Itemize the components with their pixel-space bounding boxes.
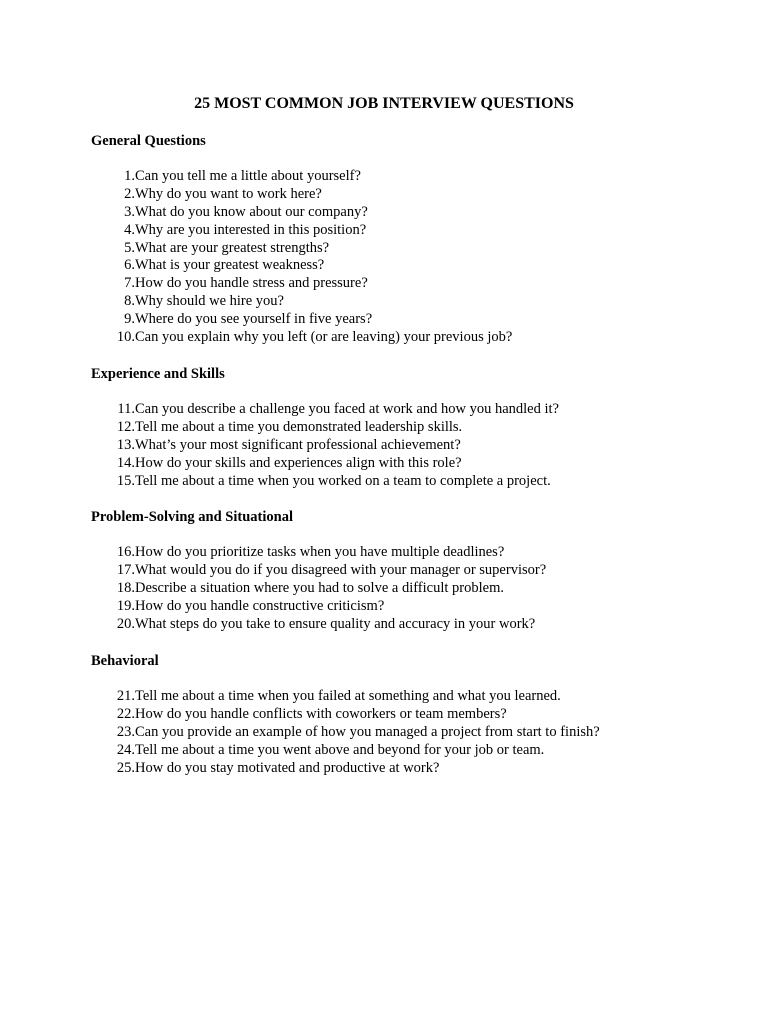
question-item (91, 418, 463, 437)
question-item (91, 723, 600, 742)
question-number: 17. (116, 561, 135, 578)
question-text: What would you do if you disagreed with your manager or supervisor? (135, 561, 547, 578)
question-text: What is your greatest weakness? (135, 257, 325, 274)
question-number: 1. (124, 168, 135, 184)
question-item (91, 221, 367, 240)
question-item (91, 257, 325, 275)
question-list-general (91, 168, 513, 347)
document-title: 25 MOST COMMON JOB INTERVIEW QUESTIONS (194, 95, 574, 112)
question-text: Where do you see yourself in five years? (135, 311, 373, 328)
question-number: 2. (124, 185, 135, 202)
question-item (91, 741, 545, 760)
question-text: How do you handle conflicts with coworkers or team members? (135, 705, 507, 722)
question-number: 22. (116, 705, 135, 722)
question-item (91, 544, 505, 562)
question-number: 24. (116, 741, 135, 758)
question-text: Tell me about a time you went above and beyond for your job or team. (135, 741, 545, 758)
section-heading-behavioral: Behavioral (91, 653, 159, 669)
question-item (91, 597, 385, 616)
question-item (91, 275, 368, 293)
question-number: 3. (124, 203, 135, 220)
question-item (91, 311, 373, 329)
question-number: 7. (124, 275, 135, 292)
question-number: 5. (124, 239, 135, 256)
question-list-behavioral (91, 688, 600, 777)
question-text: Why should we hire you? (135, 293, 284, 310)
section-heading-experience: Experience and Skills (91, 366, 225, 382)
question-number: 11. (117, 401, 135, 417)
question-item (91, 239, 330, 258)
question-item (91, 615, 536, 634)
question-number: 25. (116, 759, 135, 776)
question-number: 20. (116, 615, 135, 632)
question-number: 12. (116, 418, 135, 435)
question-number: 16. (116, 544, 135, 560)
question-number: 21. (116, 688, 135, 704)
question-text: Why do you want to work here? (135, 185, 322, 202)
question-item (91, 579, 504, 598)
question-item (91, 454, 462, 473)
question-number: 23. (116, 723, 135, 740)
question-text: Can you provide an example of how you managed a project from start to finish? (135, 723, 600, 740)
question-item (91, 436, 461, 455)
question-text: How do your skills and experiences align with this role? (135, 454, 462, 471)
question-item (91, 293, 284, 311)
question-number: 10. (116, 329, 135, 346)
question-number: 18. (116, 579, 135, 596)
question-text: Tell me about a time when you worked on a team to complete a project. (135, 472, 551, 489)
question-number: 8. (124, 293, 135, 310)
question-text: Describe a situation where you had to solve a difficult problem. (135, 579, 504, 596)
section-heading-general: General Questions (91, 133, 206, 149)
question-text: Why are you interested in this position? (135, 221, 367, 238)
question-text: Can you describe a challenge you faced at work and how you handled it? (135, 401, 559, 417)
question-item (91, 561, 547, 580)
section-heading-problem-solving: Problem-Solving and Situational (91, 509, 293, 525)
question-text: What do you know about our company? (135, 203, 368, 220)
question-text: Tell me about a time when you failed at something and what you learned. (135, 688, 561, 704)
question-item (91, 705, 507, 724)
question-item (91, 759, 440, 778)
question-text: How do you stay motivated and productive at work? (135, 759, 440, 776)
question-number: 15. (116, 472, 135, 489)
question-text: What’s your most significant professional achievement? (135, 436, 461, 453)
question-text: Can you explain why you left (or are leaving) your previous job? (135, 329, 513, 346)
question-item (91, 185, 322, 204)
question-item (91, 329, 513, 347)
question-text: How do you handle stress and pressure? (135, 275, 368, 292)
question-number: 19. (116, 597, 135, 614)
question-text: What steps do you take to ensure quality and accuracy in your work? (135, 615, 536, 632)
question-item (91, 203, 368, 222)
question-item (91, 168, 361, 186)
question-number: 9. (124, 311, 135, 328)
question-item (91, 401, 559, 419)
question-text: Can you tell me a little about yourself? (135, 168, 361, 184)
question-item (91, 472, 551, 491)
question-text: What are your greatest strengths? (135, 239, 330, 256)
question-text: How do you handle constructive criticism? (135, 597, 385, 614)
question-list-experience (91, 401, 559, 490)
question-list-problem-solving (91, 544, 547, 633)
question-text: How do you prioritize tasks when you have multiple deadlines? (135, 544, 505, 560)
question-item (91, 688, 561, 706)
question-number: 4. (124, 221, 135, 238)
question-number: 14. (116, 454, 135, 471)
question-number: 13. (116, 436, 135, 453)
question-number: 6. (124, 257, 135, 274)
question-text: Tell me about a time you demonstrated leadership skills. (135, 418, 463, 435)
